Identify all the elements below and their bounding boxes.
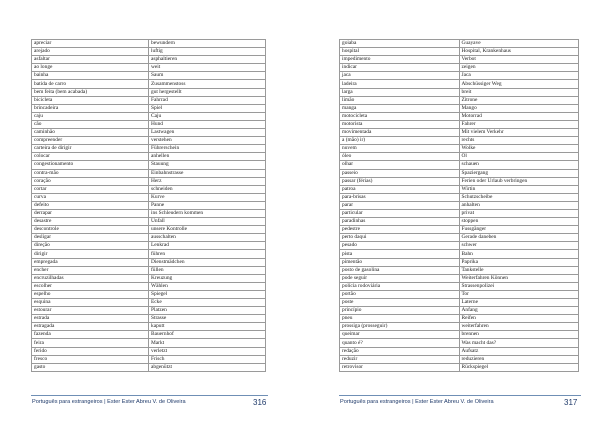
vocabulary-table-right bbox=[339, 39, 579, 372]
table-row bbox=[340, 250, 579, 258]
table-row bbox=[340, 112, 579, 120]
footer-text: Português para estrangeiros | Ester Ester Abreu V. de Oliveira bbox=[32, 399, 186, 405]
portuguese-term: ladeira bbox=[340, 80, 460, 88]
german-term: Lastwagen bbox=[149, 129, 266, 137]
table-row bbox=[340, 290, 579, 298]
table-row bbox=[32, 266, 266, 274]
portuguese-term: a (mão) ir) bbox=[340, 137, 460, 145]
table-row bbox=[340, 56, 579, 64]
portuguese-term: fazenda bbox=[32, 331, 149, 339]
german-term: Mango bbox=[459, 104, 579, 112]
portuguese-term: passeio bbox=[340, 169, 460, 177]
german-term: Fahrer bbox=[459, 120, 579, 128]
portuguese-term: pedestre bbox=[340, 226, 460, 234]
portuguese-term: polícia rodoviária bbox=[340, 282, 460, 290]
portuguese-term: paradinhas bbox=[340, 218, 460, 226]
table-row bbox=[32, 129, 266, 137]
portuguese-term: para-brisas bbox=[340, 193, 460, 201]
german-term: gut hergestellt bbox=[149, 88, 266, 96]
german-term: privat bbox=[459, 209, 579, 217]
table-row bbox=[32, 242, 266, 250]
german-term: Kurve bbox=[149, 193, 266, 201]
german-term: Saum bbox=[149, 72, 266, 80]
portuguese-term: passar (férias) bbox=[340, 177, 460, 185]
table-row bbox=[32, 40, 266, 48]
table-row bbox=[32, 290, 266, 298]
german-term: Tankstelle bbox=[459, 266, 579, 274]
table-row bbox=[340, 104, 579, 112]
portuguese-term: direção bbox=[32, 242, 149, 250]
german-term: Kreuzung bbox=[149, 274, 266, 282]
portuguese-term: caju bbox=[32, 112, 149, 120]
german-term: Fahrrad bbox=[149, 96, 266, 104]
portuguese-term: carteira de dirigir bbox=[32, 145, 149, 153]
portuguese-term: motorista bbox=[340, 120, 460, 128]
table-row bbox=[32, 137, 266, 145]
german-term: verstehen bbox=[149, 137, 266, 145]
portuguese-term: queimar bbox=[340, 331, 460, 339]
german-term: Aufsatz bbox=[459, 347, 579, 355]
table-row bbox=[32, 112, 266, 120]
german-term: zeigen bbox=[459, 64, 579, 72]
german-term: asphaltieren bbox=[149, 56, 266, 64]
german-term: bewundern bbox=[149, 40, 266, 48]
portuguese-term: estrada bbox=[32, 315, 149, 323]
german-term: Laterne bbox=[459, 299, 579, 307]
table-row bbox=[32, 339, 266, 347]
portuguese-term: cão bbox=[32, 120, 149, 128]
german-term: Paprika bbox=[459, 258, 579, 266]
table-row bbox=[32, 323, 266, 331]
portuguese-term: retrovisor bbox=[340, 363, 460, 371]
german-term: Hund bbox=[149, 120, 266, 128]
german-term: Platzen bbox=[149, 307, 266, 315]
table-row bbox=[340, 242, 579, 250]
german-term: anhellen bbox=[149, 153, 266, 161]
portuguese-term: bicicleta bbox=[32, 96, 149, 104]
table-row bbox=[32, 72, 266, 80]
table-row bbox=[32, 201, 266, 209]
german-term: Hospital, Krankenhaus bbox=[459, 48, 579, 56]
german-term: füllen bbox=[149, 266, 266, 274]
german-term: Herz bbox=[149, 177, 266, 185]
portuguese-term: estourar bbox=[32, 307, 149, 315]
table-row bbox=[340, 72, 579, 80]
german-term: reduzieren bbox=[459, 355, 579, 363]
portuguese-term: motocicleta bbox=[340, 112, 460, 120]
german-term: Frisch bbox=[149, 355, 266, 363]
table-row bbox=[32, 299, 266, 307]
portuguese-term: curva bbox=[32, 193, 149, 201]
portuguese-term: patroa bbox=[340, 185, 460, 193]
german-term: führen bbox=[149, 250, 266, 258]
table-row bbox=[340, 307, 579, 315]
german-term: Motorrad bbox=[459, 112, 579, 120]
german-term: Tor bbox=[459, 290, 579, 298]
portuguese-term: brincadeira bbox=[32, 104, 149, 112]
table-row bbox=[32, 80, 266, 88]
table-row bbox=[32, 145, 266, 153]
german-term: Mit vielem Verkehr bbox=[459, 129, 579, 137]
table-row bbox=[340, 169, 579, 177]
table-row bbox=[32, 64, 266, 72]
table-row bbox=[340, 64, 579, 72]
portuguese-term: reduzir bbox=[340, 355, 460, 363]
german-term: abgenützt bbox=[149, 363, 266, 371]
german-term: Zusammenstoss bbox=[149, 80, 266, 88]
portuguese-term: batida de carro bbox=[32, 80, 149, 88]
table-row bbox=[340, 331, 579, 339]
german-term: Spaziergang bbox=[459, 169, 579, 177]
portuguese-term: apreciar bbox=[32, 40, 149, 48]
table-row bbox=[340, 129, 579, 137]
table-row bbox=[32, 355, 266, 363]
portuguese-term: olhar bbox=[340, 161, 460, 169]
portuguese-term: quanto é? bbox=[340, 339, 460, 347]
table-row bbox=[32, 307, 266, 315]
german-term: ausschalten bbox=[149, 234, 266, 242]
table-row bbox=[32, 209, 266, 217]
portuguese-term: portão bbox=[340, 290, 460, 298]
german-term: Einbahnstrasse bbox=[149, 169, 266, 177]
table-row bbox=[340, 161, 579, 169]
table-row bbox=[32, 274, 266, 282]
german-term: Caju bbox=[149, 112, 266, 120]
portuguese-term: pista bbox=[340, 250, 460, 258]
portuguese-term: pesado bbox=[340, 242, 460, 250]
german-term: Strasse bbox=[149, 315, 266, 323]
portuguese-term: desastre bbox=[32, 218, 149, 226]
table-row bbox=[340, 347, 579, 355]
portuguese-term: desligar bbox=[32, 234, 149, 242]
table-row bbox=[340, 282, 579, 290]
german-term: Spiel bbox=[149, 104, 266, 112]
german-term: Verbot bbox=[459, 56, 579, 64]
table-row bbox=[340, 137, 579, 145]
german-term: ins Schleudern kommen bbox=[149, 209, 266, 217]
table-row bbox=[340, 48, 579, 56]
portuguese-term: parar bbox=[340, 201, 460, 209]
table-row bbox=[32, 234, 266, 242]
table-row bbox=[340, 209, 579, 217]
table-row bbox=[340, 120, 579, 128]
table-row bbox=[340, 185, 579, 193]
german-term: brennen bbox=[459, 331, 579, 339]
german-term: luftig bbox=[149, 48, 266, 56]
portuguese-term: pneu bbox=[340, 315, 460, 323]
portuguese-term: indicar bbox=[340, 64, 460, 72]
footer-rule bbox=[339, 395, 581, 396]
portuguese-term: movimentada bbox=[340, 129, 460, 137]
portuguese-term: bem feita (bem acabada) bbox=[32, 88, 149, 96]
german-term: weiterfahren bbox=[459, 323, 579, 331]
table-row bbox=[32, 153, 266, 161]
vocabulary-table-left bbox=[31, 39, 266, 372]
german-term: Stauung bbox=[149, 161, 266, 169]
german-term: Weiterfahren Können bbox=[459, 274, 579, 282]
portuguese-term: compreender bbox=[32, 137, 149, 145]
portuguese-term: esquina bbox=[32, 299, 149, 307]
portuguese-term: goiaba bbox=[340, 40, 460, 48]
portuguese-term: particular bbox=[340, 209, 460, 217]
portuguese-term: encher bbox=[32, 266, 149, 274]
german-term: anhalten bbox=[459, 201, 579, 209]
german-term: Anfang bbox=[459, 307, 579, 315]
german-term: rechts bbox=[459, 137, 579, 145]
table-row bbox=[32, 331, 266, 339]
table-row bbox=[340, 80, 579, 88]
portuguese-term: caminhão bbox=[32, 129, 149, 137]
portuguese-term: limão bbox=[340, 96, 460, 104]
portuguese-term: empregada bbox=[32, 258, 149, 266]
table-row bbox=[340, 218, 579, 226]
german-term: Lenkrad bbox=[149, 242, 266, 250]
portuguese-term: espelho bbox=[32, 290, 149, 298]
table-row bbox=[32, 282, 266, 290]
german-term: Wolke bbox=[459, 145, 579, 153]
german-term: Führerschein bbox=[149, 145, 266, 153]
portuguese-term: contra-mão bbox=[32, 169, 149, 177]
portuguese-term: larga bbox=[340, 88, 460, 96]
table-row bbox=[340, 193, 579, 201]
portuguese-term: gasto bbox=[32, 363, 149, 371]
table-row bbox=[340, 145, 579, 153]
german-term: Gerade daneben bbox=[459, 234, 579, 242]
portuguese-term: derrapar bbox=[32, 209, 149, 217]
table-row bbox=[32, 347, 266, 355]
table-row bbox=[32, 315, 266, 323]
portuguese-term: fresco bbox=[32, 355, 149, 363]
portuguese-term: ao longe bbox=[32, 64, 149, 72]
table-row bbox=[340, 355, 579, 363]
german-term: Ecke bbox=[149, 299, 266, 307]
portuguese-term: pode seguir bbox=[340, 274, 460, 282]
table-row bbox=[32, 88, 266, 96]
german-term: Bahn bbox=[459, 250, 579, 258]
table-row bbox=[340, 315, 579, 323]
portuguese-term: óleo bbox=[340, 153, 460, 161]
german-term: Unfall bbox=[149, 218, 266, 226]
table-row bbox=[340, 258, 579, 266]
portuguese-term: prossiga (prosseguir) bbox=[340, 323, 460, 331]
german-term: Öl bbox=[459, 153, 579, 161]
table-row bbox=[340, 226, 579, 234]
footer-text: Português para estrangeiros | Ester Ester Abreu V. de Oliveira bbox=[340, 399, 494, 405]
german-term: schneiden bbox=[149, 185, 266, 193]
table-row bbox=[32, 193, 266, 201]
german-term: Markt bbox=[149, 339, 266, 347]
table-row bbox=[340, 323, 579, 331]
portuguese-term: bainha bbox=[32, 72, 149, 80]
portuguese-term: colocar bbox=[32, 153, 149, 161]
german-term: verletzt bbox=[149, 347, 266, 355]
portuguese-term: princípio bbox=[340, 307, 460, 315]
table-row bbox=[32, 161, 266, 169]
table-row bbox=[32, 226, 266, 234]
portuguese-term: impedimento bbox=[340, 56, 460, 64]
table-row bbox=[32, 169, 266, 177]
table-row bbox=[32, 363, 266, 371]
portuguese-term: asfaltar bbox=[32, 56, 149, 64]
table-row bbox=[32, 185, 266, 193]
portuguese-term: perto daqui bbox=[340, 234, 460, 242]
table-row bbox=[32, 177, 266, 185]
page-number: 317 bbox=[564, 398, 578, 407]
portuguese-term: coração bbox=[32, 177, 149, 185]
table-row bbox=[340, 96, 579, 104]
german-term: Was macht das? bbox=[459, 339, 579, 347]
portuguese-term: jaca bbox=[340, 72, 460, 80]
german-term: weit bbox=[149, 64, 266, 72]
table-row bbox=[340, 153, 579, 161]
table-row bbox=[32, 104, 266, 112]
table-row bbox=[340, 274, 579, 282]
table-row bbox=[32, 120, 266, 128]
right-page bbox=[300, 0, 600, 424]
page-number: 316 bbox=[253, 398, 267, 407]
table-row bbox=[340, 363, 579, 371]
german-term: Guayave bbox=[459, 40, 579, 48]
german-term: Jaca bbox=[459, 72, 579, 80]
table-row bbox=[32, 250, 266, 258]
table-row bbox=[340, 234, 579, 242]
table-row bbox=[340, 201, 579, 209]
footer-rule bbox=[31, 395, 268, 396]
german-term: Ferien oder Urlaub verbringen bbox=[459, 177, 579, 185]
portuguese-term: descontrole bbox=[32, 226, 149, 234]
portuguese-term: poste bbox=[340, 299, 460, 307]
portuguese-term: pimentão bbox=[340, 258, 460, 266]
table-row bbox=[340, 339, 579, 347]
german-term: Reifen bbox=[459, 315, 579, 323]
german-term: Rückspiegel bbox=[459, 363, 579, 371]
german-term: Spiegel bbox=[149, 290, 266, 298]
german-term: Bauernhof bbox=[149, 331, 266, 339]
german-term: Panne bbox=[149, 201, 266, 209]
german-term: Dienstmädchen bbox=[149, 258, 266, 266]
table-row bbox=[340, 266, 579, 274]
table-row bbox=[340, 40, 579, 48]
portuguese-term: posto de gasolina bbox=[340, 266, 460, 274]
german-term: unsere Kontrolle bbox=[149, 226, 266, 234]
portuguese-term: nuvem bbox=[340, 145, 460, 153]
german-term: kaputt bbox=[149, 323, 266, 331]
portuguese-term: arejado bbox=[32, 48, 149, 56]
german-term: stoppen bbox=[459, 218, 579, 226]
table-row bbox=[340, 88, 579, 96]
german-term: Schutzscheibe bbox=[459, 193, 579, 201]
portuguese-term: cortar bbox=[32, 185, 149, 193]
table-row bbox=[32, 218, 266, 226]
german-term: Strassenpolizei bbox=[459, 282, 579, 290]
table-row bbox=[340, 177, 579, 185]
german-term: Fussgänger bbox=[459, 226, 579, 234]
portuguese-term: manga bbox=[340, 104, 460, 112]
german-term: breit bbox=[459, 88, 579, 96]
german-term: Zitrone bbox=[459, 96, 579, 104]
portuguese-term: dirigir bbox=[32, 250, 149, 258]
german-term: Abschüssiger Weg bbox=[459, 80, 579, 88]
portuguese-term: encruzilhadas bbox=[32, 274, 149, 282]
portuguese-term: defeito bbox=[32, 201, 149, 209]
german-term: Wählen bbox=[149, 282, 266, 290]
table-row bbox=[340, 299, 579, 307]
german-term: schauen bbox=[459, 161, 579, 169]
table-row bbox=[32, 48, 266, 56]
german-term: Wirtin bbox=[459, 185, 579, 193]
portuguese-term: feira bbox=[32, 339, 149, 347]
portuguese-term: ferido bbox=[32, 347, 149, 355]
table-row bbox=[32, 56, 266, 64]
portuguese-term: escolher bbox=[32, 282, 149, 290]
portuguese-term: estragada bbox=[32, 323, 149, 331]
table-row bbox=[32, 96, 266, 104]
portuguese-term: hospital bbox=[340, 48, 460, 56]
table-row bbox=[32, 258, 266, 266]
german-term: schwer bbox=[459, 242, 579, 250]
portuguese-term: congestionamento bbox=[32, 161, 149, 169]
portuguese-term: redação bbox=[340, 347, 460, 355]
